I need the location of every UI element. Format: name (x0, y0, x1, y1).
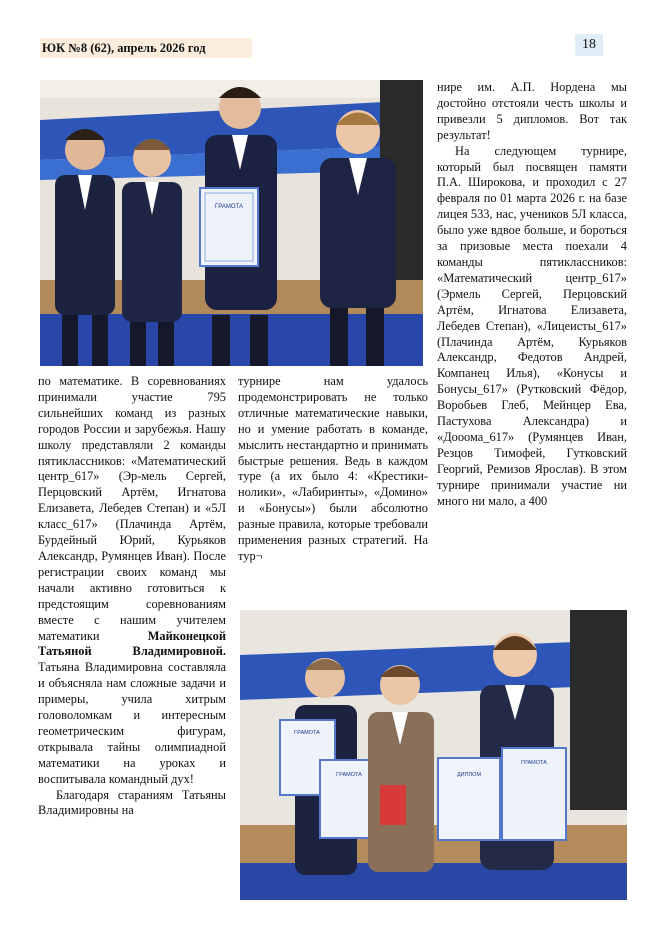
team-photo-top (40, 80, 423, 366)
certificate-label: ГРАМОТА (294, 730, 320, 736)
issue-header: ЮК №8 (62), апрель 2026 год (40, 38, 252, 58)
text-column-3 (437, 80, 627, 509)
diploma-label: ДИПЛОМ (456, 772, 482, 778)
certificate-label: ГРАМОТА (521, 760, 547, 766)
certificate-label: ГРАМОТА (215, 204, 243, 210)
page-number: 18 (575, 34, 603, 56)
text-column-2 (238, 374, 428, 565)
team-photo-bottom (240, 610, 627, 900)
column2-paragraph-1: турнире нам удалось продемонстрировать не только отличные математические навыки, но и умение работать в команде, мыслить нестандартно и принимать быстрые решения. Ведь в каждом туре (а их было 4: «Крестики-нолики», «Лабиринты», «Домино» и «Бонусы») были абсолютно разные правила, которые требовали применения разных стратегий. На тур¬ (238, 374, 428, 563)
teacher-name: Майконецкой Татьяной Владимировной. (38, 628, 226, 659)
column1-paragraph-2: Благодаря стараниям Татьяны Владимировны на (38, 787, 226, 818)
column1-paragraph-1-cont: Татьяна Владимировна составляла и объясняла нам сложные задачи и примеры, учила хитрым головоломкам и интересным геометрическим фигурам, открывала тайны олимпиадной математики на уроках и воспитывала командный дух! (38, 660, 226, 786)
text-column-1 (38, 374, 226, 819)
team-photo-top-image (40, 80, 423, 366)
column1-paragraph-1: по математике. В соревнованиях принимали участие 795 сильнейших команд из разных городов России и зарубежья. Нашу школу представляли 2 команды пятиклассников: «Математический центр_617» (Эр-мель Сергей, Перцовский Артём, Игнатова Елизавета, Лебедев Степан) и «5Л класс_617» (Плачинда Артём, Бурдейный Юрий, Курьяков Александр, Румянцев Иван). После регистрации своих команд мы начали активно готовиться к предстоящим соревнованиям вместе с нашим учителем математики (38, 374, 226, 643)
column3-paragraph-1: нире им. А.П. Нордена мы достойно отстояли честь школы и привезли 5 дипломов. Вот так результат! (437, 80, 627, 142)
team-photo-bottom-image (240, 610, 627, 900)
certificate-label: ГРАМОТА (336, 772, 362, 778)
column3-paragraph-2: На следующем турнире, который был посвящен памяти П.А. Широкова, и проходил с 27 февраля по 01 марта 2026 г. на базе лицея 533, нас, учеников 5Л класса, было уже вдвое больше, и бороться за призовые места поехали 4 команды пятиклассников: «Математический центр_617» (Эрмель Сергей, Перцовский Артём, Игнатова Елизавета, Лебедев Степан), «Лицеисты_617» (Плачинда Артём, Курьяков Александр, Федотов Андрей, Компанец Илья), «Конусы и Бонусы_617» (Рутковский Фёдор, Воробьев Глеб, Мейнцер Ева, Пастухова Александра) и «Дооома_617» (Румянцев Иван, Резцов Тимофей, Гутковский Георгий, Ремизов Ярослав). В этом турнире принимали участие ни много ни мало, а 400 (437, 143, 627, 508)
